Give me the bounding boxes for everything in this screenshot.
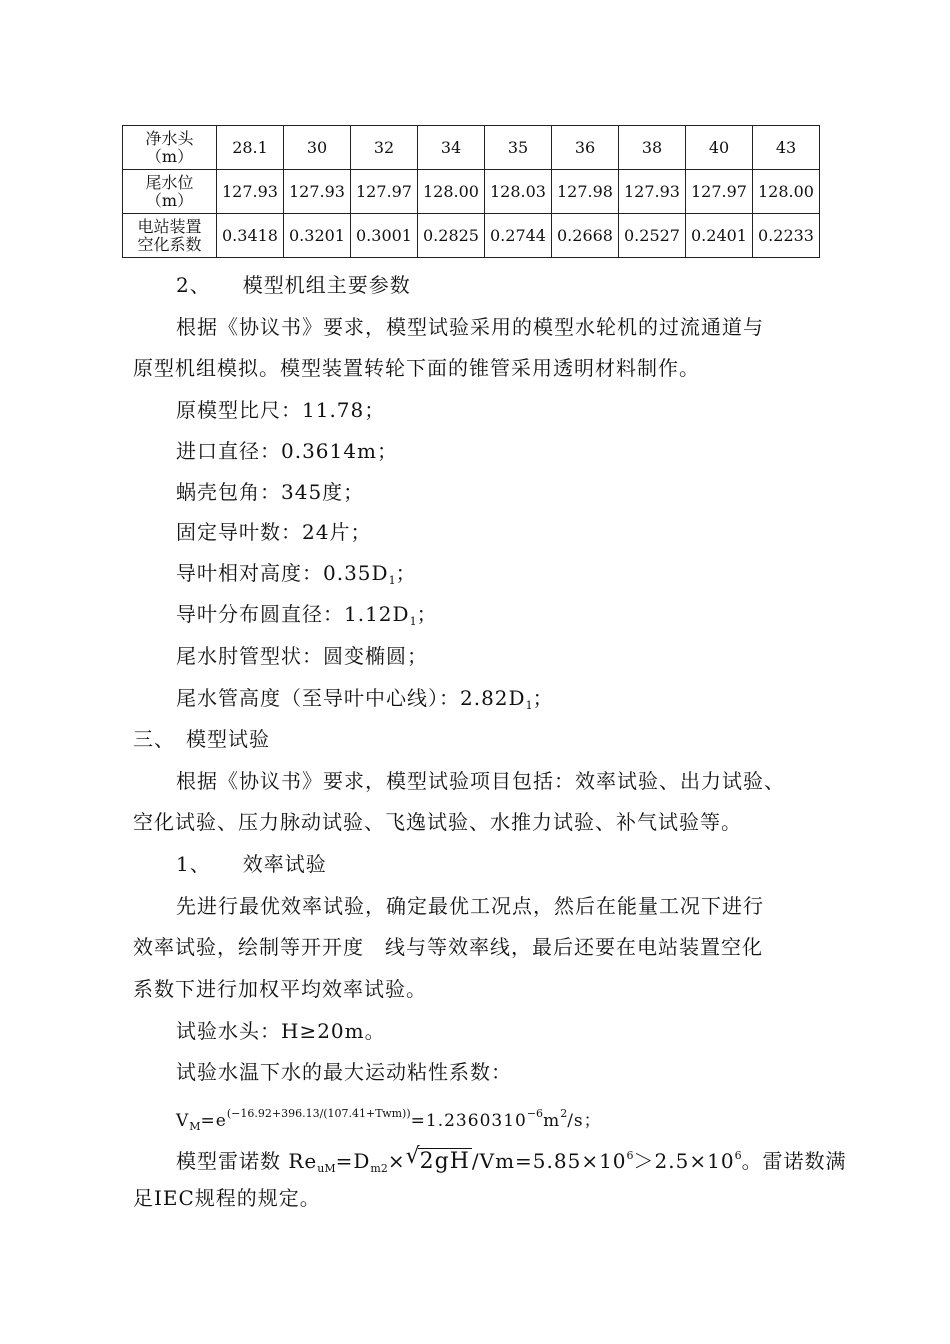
row-header-line: （m）: [145, 146, 194, 166]
paragraph: 根据《协议书》要求，模型试验采用的模型水轮机的过流通道与: [176, 315, 764, 339]
param-inlet-diameter: 进口直径：0.3614m；: [176, 439, 398, 463]
paragraph: 根据《协议书》要求，模型试验项目包括：效率试验、出力试验、: [176, 769, 785, 793]
table-cell: 127.97: [351, 170, 418, 214]
row-header-line: 空化系数: [137, 234, 202, 254]
table-cell: 43: [753, 126, 820, 170]
table-cell: 0.2744: [485, 214, 552, 258]
table-row: [123, 126, 820, 170]
param-spiral-angle: 蜗壳包角：345度；: [176, 480, 365, 504]
viscosity-formula: $V_M=e^{(-16.92+396.13/(107.41+Twm))}=1.2360310^{-6}m^2/s$；: [176, 1107, 602, 1133]
table-cell: 128.00: [418, 170, 485, 214]
param-guide-vane-circle: 导叶分布圆直径：$1.12D_1$；: [176, 602, 438, 628]
section-heading-model-test: 三、 模型试验: [133, 727, 270, 751]
section-heading-efficiency: 1、 效率试验: [176, 852, 327, 876]
table-cell: 127.93: [619, 170, 686, 214]
param-ratio: 原模型比尺：11.78；: [176, 398, 386, 422]
paragraph: 先进行最优效率试验，确定最优工况点，然后在能量工况下进行: [176, 894, 764, 918]
param-guide-vane-height: 导叶相对高度：$0.35D_1$；: [176, 561, 417, 587]
table-cell: 0.3201: [284, 214, 351, 258]
row-header-line: （m）: [145, 190, 194, 210]
square-root: √ 2gH: [405, 1144, 470, 1174]
table-cell: 0.3001: [351, 214, 418, 258]
head-tailwater-cavitation-table: [122, 125, 820, 258]
table-cell: 127.98: [552, 170, 619, 214]
table-cell: 127.93: [217, 170, 284, 214]
table-cell: 0.2527: [619, 214, 686, 258]
row-header: [123, 126, 217, 170]
table-cell: 36: [552, 126, 619, 170]
table-cell: 35: [485, 126, 552, 170]
table-cell: 0.2825: [418, 214, 485, 258]
paragraph: 原型机组模拟。模型装置转轮下面的锥管采用透明材料制作。: [133, 356, 700, 380]
viscosity-label: 试验水温下水的最大运动粘性系数：: [176, 1060, 512, 1084]
row-header-line: 净水头: [145, 128, 194, 148]
table-cell: 127.93: [284, 170, 351, 214]
test-head: 试验水头：H≥20m。: [176, 1019, 386, 1043]
row-header-line: 电站装置: [137, 216, 202, 236]
table-cell: 38: [619, 126, 686, 170]
paragraph: 效率试验，绘制等开开度 线与等效率线，最后还要在电站装置空化: [133, 935, 763, 959]
row-header: [123, 214, 217, 258]
section-heading-model-params: 2、 模型机组主要参数: [176, 273, 411, 297]
paragraph: 空化试验、压力脉动试验、飞逸试验、水推力试验、补气试验等。: [133, 810, 742, 834]
paragraph: 系数下进行加权平均效率试验。: [133, 977, 427, 1001]
table-cell: 0.3418: [217, 214, 284, 258]
param-draft-tube-height: 尾水管高度（至导叶中心线）：$2.82D_1$；: [176, 686, 554, 712]
table-cell: 28.1: [217, 126, 284, 170]
param-elbow-shape: 尾水肘管型状：圆变椭圆；: [176, 644, 428, 668]
param-stay-vanes: 固定导叶数：24片；: [176, 520, 372, 544]
table-cell: 30: [284, 126, 351, 170]
table-cell: 128.00: [753, 170, 820, 214]
table-row: [123, 214, 820, 258]
table-cell: 127.97: [686, 170, 753, 214]
table-row: [123, 170, 820, 214]
reynolds-number: 模型雷诺数 $Re_{uM}=D_{m2}\times$ √ 2gH $/Vm=5.85\times 10^6>2.5\times 10^6$。雷诺数满: [176, 1144, 847, 1175]
table-cell: 0.2668: [552, 214, 619, 258]
table-cell: 40: [686, 126, 753, 170]
table-cell: 0.2401: [686, 214, 753, 258]
paragraph: 足IEC规程的规定。: [133, 1186, 321, 1210]
table-cell: 34: [418, 126, 485, 170]
table-cell: 128.03: [485, 170, 552, 214]
table-cell: 0.2233: [753, 214, 820, 258]
table-cell: 32: [351, 126, 418, 170]
row-header: [123, 170, 217, 214]
row-header-line: 尾水位: [145, 172, 194, 192]
